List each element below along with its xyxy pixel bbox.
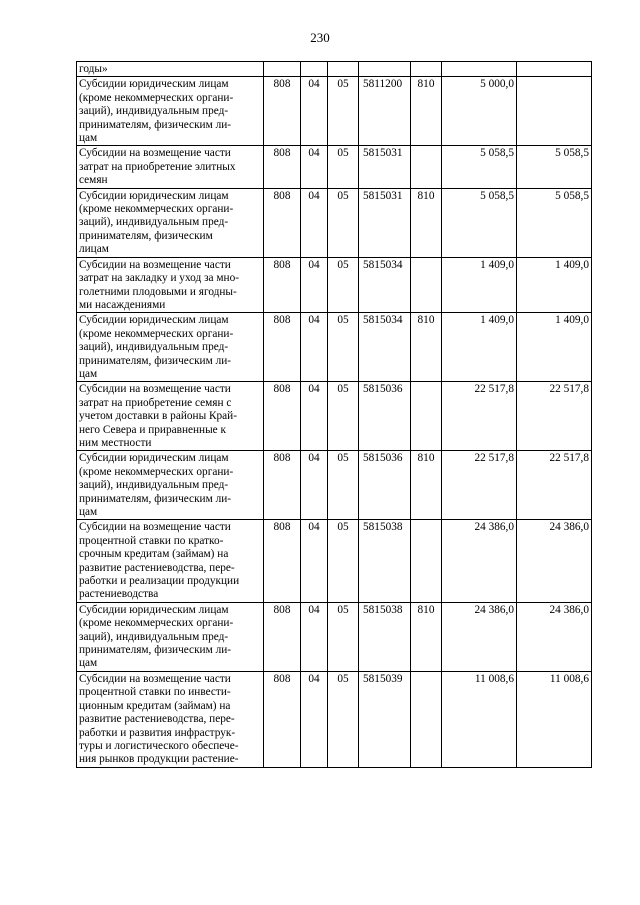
- amount-cell: 1 409,0: [442, 313, 517, 382]
- budget-table: [76, 61, 592, 768]
- amount-cell: 11 008,6: [442, 671, 517, 767]
- subsection-code-cell: [328, 62, 359, 77]
- table-row: [77, 671, 592, 767]
- amount-cell: 1 409,0: [442, 257, 517, 313]
- expense-type-cell: 810: [411, 313, 442, 382]
- ministry-code-cell: 808: [264, 382, 301, 451]
- target-article-cell: 5815039: [359, 671, 411, 767]
- description-cell: Субсидии юридическим лицам (кроме некоммерческих органи- заций), индивидуальным пред- принимателям, физическим ли- цам: [77, 77, 264, 146]
- table-row: [77, 382, 592, 451]
- description-cell: Субсидии юридическим лицам (кроме некоммерческих органи- заций), индивидуальным пред- принимателям, физическим ли- цам: [77, 313, 264, 382]
- section-code-cell: 04: [301, 451, 328, 520]
- description-cell: Субсидии юридическим лицам (кроме некоммерческих органи- заций), индивидуальным пред- принимателям, физическим ли- цам: [77, 602, 264, 671]
- table-row: [77, 313, 592, 382]
- section-code-cell: 04: [301, 671, 328, 767]
- target-article-cell: 5815034: [359, 257, 411, 313]
- subsection-code-cell: 05: [328, 313, 359, 382]
- amount-cell: [442, 62, 517, 77]
- expense-type-cell: [411, 257, 442, 313]
- target-article-cell: 5815036: [359, 451, 411, 520]
- amount-next-cell: [517, 77, 592, 146]
- expense-type-cell: [411, 382, 442, 451]
- target-article-cell: 5815038: [359, 520, 411, 602]
- amount-cell: 24 386,0: [442, 602, 517, 671]
- ministry-code-cell: [264, 62, 301, 77]
- subsection-code-cell: 05: [328, 77, 359, 146]
- target-article-cell: 5815031: [359, 146, 411, 188]
- description-cell: Субсидии на возмещение части затрат на закладку и уход за мно- голетними плодовыми и ягодны- ми насаждениями: [77, 257, 264, 313]
- description-cell: Субсидии на возмещение части процентной ставки по кратко- срочным кредитам (займам) на развитие растениеводства, пере- работки и реализации продукции растениеводства: [77, 520, 264, 602]
- ministry-code-cell: 808: [264, 257, 301, 313]
- amount-cell: 24 386,0: [442, 520, 517, 602]
- target-article-cell: 5815038: [359, 602, 411, 671]
- table-row: [77, 520, 592, 602]
- amount-next-cell: 11 008,6: [517, 671, 592, 767]
- ministry-code-cell: 808: [264, 602, 301, 671]
- target-article-cell: 5815031: [359, 188, 411, 257]
- description-cell: Субсидии на возмещение части затрат на приобретение элитных семян: [77, 146, 264, 188]
- target-article-cell: 5815036: [359, 382, 411, 451]
- ministry-code-cell: 808: [264, 188, 301, 257]
- amount-next-cell: [517, 62, 592, 77]
- expense-type-cell: [411, 671, 442, 767]
- description-cell: Субсидии на возмещение части затрат на приобретение семян с учетом доставки в районы Край- него Севера и приравненные к ним местности: [77, 382, 264, 451]
- target-article-cell: [359, 62, 411, 77]
- section-code-cell: 04: [301, 146, 328, 188]
- target-article-cell: 5811200: [359, 77, 411, 146]
- amount-cell: 5 058,5: [442, 188, 517, 257]
- table-row: [77, 602, 592, 671]
- amount-next-cell: 24 386,0: [517, 520, 592, 602]
- subsection-code-cell: 05: [328, 602, 359, 671]
- section-code-cell: 04: [301, 257, 328, 313]
- expense-type-cell: [411, 62, 442, 77]
- ministry-code-cell: 808: [264, 77, 301, 146]
- amount-cell: 5 000,0: [442, 77, 517, 146]
- section-code-cell: 04: [301, 602, 328, 671]
- table-body: [77, 62, 592, 768]
- amount-next-cell: 1 409,0: [517, 257, 592, 313]
- amount-next-cell: 24 386,0: [517, 602, 592, 671]
- subsection-code-cell: 05: [328, 671, 359, 767]
- amount-next-cell: 22 517,8: [517, 382, 592, 451]
- section-code-cell: 04: [301, 188, 328, 257]
- amount-cell: 5 058,5: [442, 146, 517, 188]
- expense-type-cell: [411, 520, 442, 602]
- table-row: [77, 188, 592, 257]
- amount-next-cell: 5 058,5: [517, 188, 592, 257]
- section-code-cell: [301, 62, 328, 77]
- subsection-code-cell: 05: [328, 257, 359, 313]
- amount-next-cell: 5 058,5: [517, 146, 592, 188]
- table-row: [77, 62, 592, 77]
- table-row: [77, 257, 592, 313]
- section-code-cell: 04: [301, 77, 328, 146]
- ministry-code-cell: 808: [264, 146, 301, 188]
- table-row: [77, 146, 592, 188]
- expense-type-cell: 810: [411, 77, 442, 146]
- expense-type-cell: 810: [411, 451, 442, 520]
- description-cell: Субсидии на возмещение части процентной ставки по инвести- ционным кредитам (займам) на развитие растениеводства, пере- работки и развития инфраструк- туры и логистического обеспече- ния рынков продукции растение-: [77, 671, 264, 767]
- subsection-code-cell: 05: [328, 382, 359, 451]
- subsection-code-cell: 05: [328, 146, 359, 188]
- description-cell: Субсидии юридическим лицам (кроме некоммерческих органи- заций), индивидуальным пред- принимателям, физическим лицам: [77, 188, 264, 257]
- ministry-code-cell: 808: [264, 520, 301, 602]
- expense-type-cell: [411, 146, 442, 188]
- section-code-cell: 04: [301, 313, 328, 382]
- section-code-cell: 04: [301, 520, 328, 602]
- section-code-cell: 04: [301, 382, 328, 451]
- ministry-code-cell: 808: [264, 671, 301, 767]
- expense-type-cell: 810: [411, 602, 442, 671]
- description-cell: годы»: [77, 62, 264, 77]
- table-row: [77, 77, 592, 146]
- table-row: [77, 451, 592, 520]
- amount-cell: 22 517,8: [442, 451, 517, 520]
- amount-cell: 22 517,8: [442, 382, 517, 451]
- amount-next-cell: 1 409,0: [517, 313, 592, 382]
- subsection-code-cell: 05: [328, 520, 359, 602]
- ministry-code-cell: 808: [264, 451, 301, 520]
- subsection-code-cell: 05: [328, 188, 359, 257]
- expense-type-cell: 810: [411, 188, 442, 257]
- ministry-code-cell: 808: [264, 313, 301, 382]
- amount-next-cell: 22 517,8: [517, 451, 592, 520]
- description-cell: Субсидии юридическим лицам (кроме некоммерческих органи- заций), индивидуальным пред- принимателям, физическим ли- цам: [77, 451, 264, 520]
- subsection-code-cell: 05: [328, 451, 359, 520]
- page-number: 230: [310, 30, 330, 45]
- target-article-cell: 5815034: [359, 313, 411, 382]
